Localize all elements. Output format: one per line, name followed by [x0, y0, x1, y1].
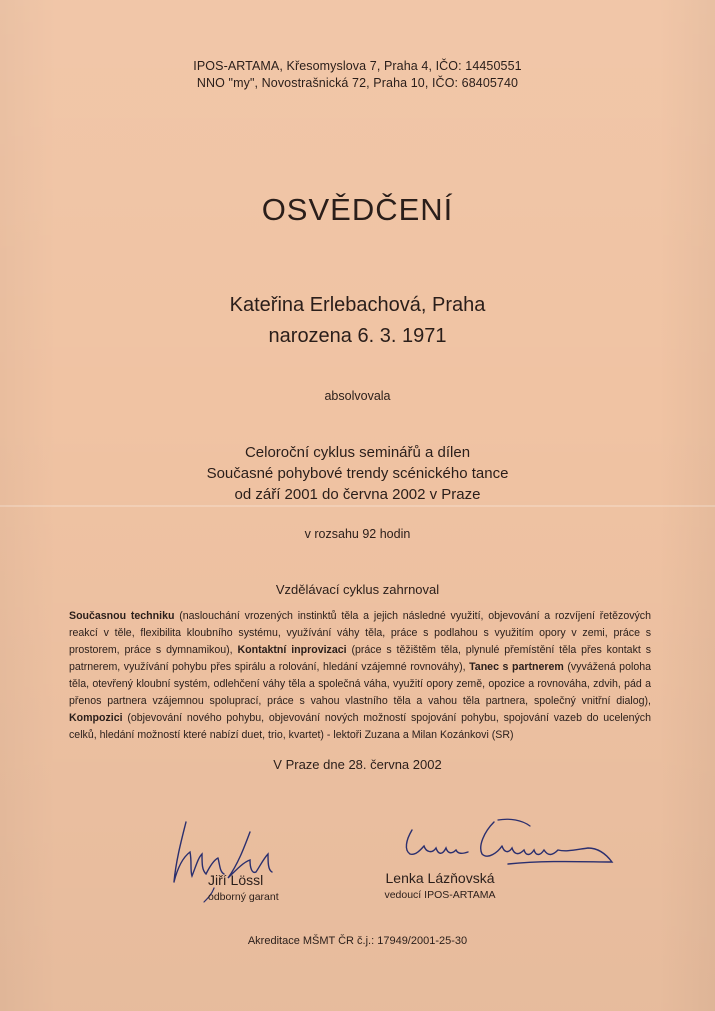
- course-line-1: Celoroční cyklus seminářů a dílen: [244, 444, 471, 461]
- signature-lenka-laznovska: [398, 818, 618, 874]
- course-block: [0, 442, 715, 505]
- content-topic-1: Současnou techniku: [69, 610, 175, 622]
- accreditation-number: Akreditace MŠMT ČR č.j.: 17949/2001-25-30: [247, 935, 468, 947]
- signatory-2: [370, 870, 510, 901]
- signatory-2-role: vedoucí IPOS-ARTAMA: [384, 889, 496, 901]
- course-content-paragraph: [69, 608, 651, 744]
- content-desc-4: (objevování nového pohybu, objevování nových možností spojování pohybu, spojování vazeb do ucelených celků, hledání možností které nabízí duet, trio, kvartet) - lektoři Zuzana a Milan Kozánkovi (SR): [69, 712, 651, 741]
- recipient-birth: narozena 6. 3. 1971: [268, 325, 447, 347]
- content-desc-3: (vyvážená poloha těla, otevřený kloubní systém, odlehčení váhy těla a společná váha, využití opory země, opozice a rovnováha, zdvih, pád a přenos partnera vzájemnou spoluprací, práce s vahou vlastního těla a vahou těla partnera, společný vnitřní dialog),: [69, 661, 651, 707]
- place-and-date: V Praze dne 28. června 2002: [273, 757, 442, 772]
- paper-fold: [0, 505, 715, 507]
- signatory-1-name: Jiří Lössl: [208, 872, 264, 888]
- cycle-heading: Vzdělávací cyklus zahrnoval: [275, 582, 440, 597]
- course-line-2: Současné pohybové trendy scénického tance: [206, 465, 509, 482]
- recipient-name: Kateřina Erlebachová, Praha: [229, 294, 486, 316]
- signatory-2-name: Lenka Lázňovská: [385, 870, 495, 886]
- content-topic-3: Tanec s partnerem: [469, 661, 564, 673]
- completed-label: absolvovala: [324, 389, 391, 403]
- content-topic-2: Kontaktní inprovizaci: [237, 644, 347, 656]
- issuer-header: [0, 58, 715, 92]
- issuer-line-1: IPOS-ARTAMA, Křesomyslova 7, Praha 4, IČO: 14450551: [193, 59, 522, 73]
- content-desc-1: (naslouchání vrozených instinktů těla a jejich následné využití, objevování a rozvíjení řetězových reakcí v těle, flexibilita kloubního systému, využívání váhy těla, práce s podlahou s využitím opory v zemi, práce s prostorem, práce s dymnamikou),: [69, 610, 651, 656]
- course-line-3: od září 2001 do června 2002 v Praze: [234, 486, 481, 503]
- certificate-title: OSVĚDČENÍ: [261, 192, 454, 227]
- signatory-1-role: odborný garant: [208, 891, 279, 903]
- recipient-block: [0, 290, 715, 352]
- course-scope: v rozsahu 92 hodin: [304, 527, 411, 541]
- signatory-1: [208, 872, 279, 903]
- content-topic-4: Kompozici: [69, 712, 123, 724]
- issuer-line-2: NNO "my", Novostrašnická 72, Praha 10, IČO: 68405740: [196, 76, 519, 90]
- content-desc-2: (práce s těžištěm těla, plynulé přemístění těla přes kontakt s patrnerem, využívání pohybu přes spirálu a rolování, hledání vzájemné rovnováhy),: [69, 644, 651, 673]
